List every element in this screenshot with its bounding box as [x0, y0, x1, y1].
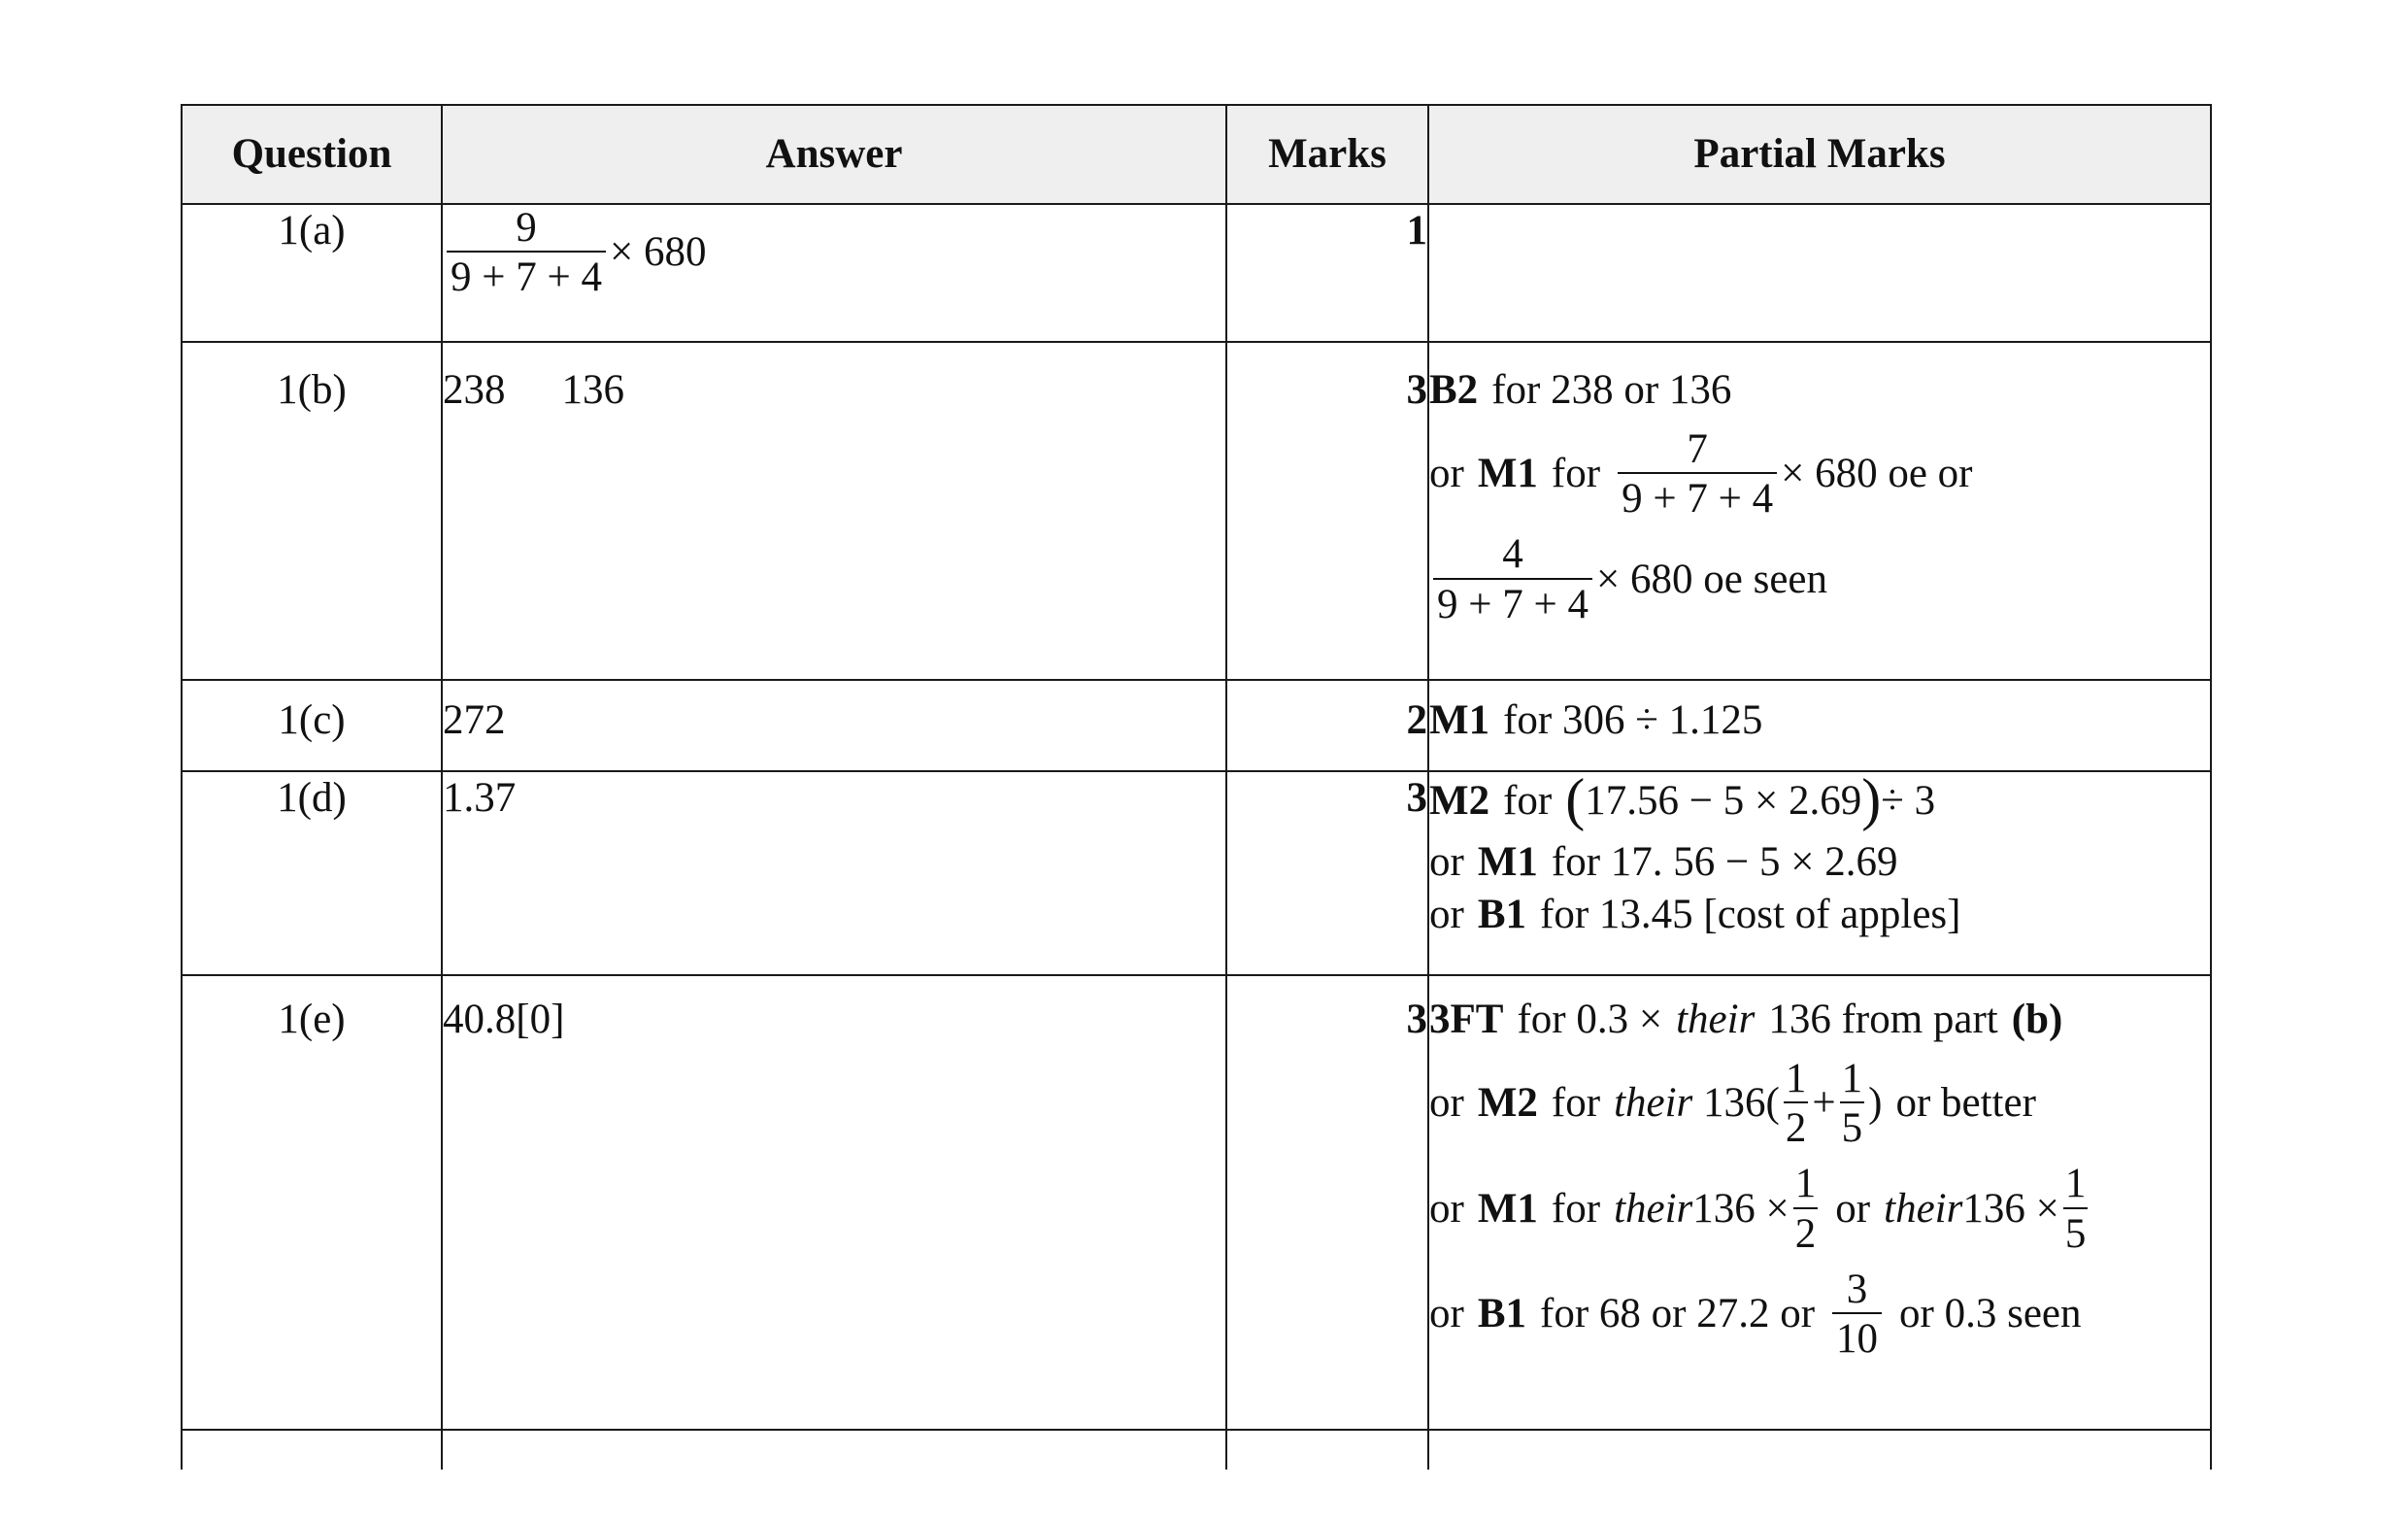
partial-line [1429, 1056, 2210, 1152]
partial-marks-cell [1428, 975, 2211, 1430]
header-answer: Answer [442, 105, 1226, 204]
answer-cell: 272 [442, 680, 1226, 771]
answer-cell [442, 204, 1226, 342]
partial-text: or [1429, 1185, 1464, 1232]
fraction-numerator: 1 [1841, 1055, 1863, 1101]
partial-text: or [1429, 1291, 1464, 1337]
answer-fraction [447, 205, 606, 301]
partial-line [1429, 531, 2210, 627]
partial-line [1429, 1267, 2210, 1363]
answer-cell [442, 342, 1226, 680]
mark-code: M1 [1477, 451, 1538, 497]
continuation-cell [1428, 1430, 2211, 1470]
question-cell: 1(a) [182, 204, 442, 342]
mark-code: 3FT [1429, 997, 1504, 1042]
fraction-denominator: 5 [2063, 1207, 2089, 1257]
partial-text: × 680 oe seen [1596, 556, 1828, 602]
mark-code: M1 [1429, 697, 1490, 743]
partial-text: or [1429, 1080, 1464, 1127]
answer-cell: 1.37 [442, 771, 1226, 975]
mark-code: M2 [1429, 778, 1490, 825]
table-row [182, 680, 2211, 771]
table-row [182, 771, 2211, 975]
partial-fraction [1840, 1056, 1865, 1152]
partial-text: for 68 or 27.2 or [1540, 1291, 1816, 1337]
fraction-denominator: 10 [1832, 1312, 1882, 1362]
table-continuation-row [182, 1430, 2211, 1470]
answer-multiplier: × 680 [610, 229, 707, 276]
partial-text: 136 × [1692, 1185, 1789, 1232]
partial-expression: 17.56 − 5 × 2.69 [1585, 778, 1862, 825]
partial-fraction [1832, 1267, 1882, 1363]
fraction-numerator: 9 [516, 205, 537, 251]
mark-code: B1 [1477, 1291, 1527, 1337]
mark-scheme-table [181, 104, 2212, 1470]
partial-their: their [1614, 1080, 1693, 1127]
partial-text: for 13.45 [cost of apples] [1540, 891, 1961, 937]
partial-text: 136 × [1962, 1185, 2059, 1232]
partial-text: for [1551, 1080, 1601, 1127]
partial-fraction [2063, 1161, 2089, 1257]
fraction-denominator: 2 [1793, 1207, 1819, 1257]
partial-text: for 17. 56 − 5 × 2.69 [1551, 839, 1898, 885]
mark-code: M2 [1477, 1080, 1538, 1127]
partial-line [1429, 767, 2210, 831]
partial-fraction [1618, 426, 1777, 523]
marks-cell: 2 [1226, 680, 1428, 771]
question-cell: 1(c) [182, 680, 442, 771]
answer-value-2: 136 [561, 367, 624, 413]
partial-fraction [1433, 531, 1592, 627]
partial-marks-cell [1428, 767, 2211, 975]
partial-text: for [1551, 451, 1601, 497]
fraction-numerator: 1 [1794, 1161, 1817, 1207]
marks-cell: 3 [1226, 771, 1428, 975]
partial-text: or [1429, 839, 1464, 885]
partial-text: ) [1868, 1080, 1883, 1127]
fraction-numerator: 1 [2064, 1161, 2087, 1207]
partial-text: or 0.3 seen [1899, 1291, 2082, 1337]
partial-text: for 306 ÷ 1.125 [1503, 697, 1763, 743]
partial-line [1429, 889, 2210, 941]
partial-text: + [1812, 1080, 1836, 1127]
partial-text: for 238 or 136 [1491, 367, 1732, 413]
open-paren: ( [1565, 767, 1586, 831]
mark-code: B1 [1477, 891, 1527, 937]
header-partial-marks: Partial Marks [1428, 105, 2211, 204]
partial-text: for 0.3 × [1517, 997, 1663, 1042]
partial-text: ÷ 3 [1881, 778, 1936, 825]
marks-cell: 3 [1226, 342, 1428, 680]
answer-cell: 40.8[0] [442, 975, 1226, 1430]
partial-line [1429, 994, 2210, 1046]
close-paren: ) [1861, 767, 1882, 831]
partial-fraction [1784, 1056, 1809, 1152]
continuation-cell [182, 1430, 442, 1470]
fraction-numerator: 3 [1846, 1266, 1868, 1312]
partial-their: their [1884, 1185, 1963, 1232]
answer-value-1: 238 [443, 367, 506, 413]
header-question: Question [182, 105, 442, 204]
continuation-cell [442, 1430, 1226, 1470]
partial-marks-cell [1428, 204, 2211, 342]
partial-marks-cell [1428, 342, 2211, 680]
partial-line [1429, 836, 2210, 889]
partial-text: or [1429, 891, 1464, 937]
fraction-denominator: 2 [1784, 1101, 1809, 1151]
partial-text: or [1429, 451, 1464, 497]
fraction-denominator: 9 + 7 + 4 [1618, 472, 1777, 522]
fraction-numerator: 4 [1502, 531, 1523, 578]
partial-their: their [1676, 997, 1756, 1042]
partial-their: their [1614, 1185, 1693, 1232]
partial-line [1429, 694, 2210, 747]
fraction-numerator: 7 [1687, 425, 1708, 472]
header-row [182, 105, 2211, 204]
partial-line [1429, 426, 2210, 523]
partial-line [1429, 364, 2210, 417]
table-row [182, 975, 2211, 1430]
mark-code: M1 [1477, 1185, 1538, 1232]
fraction-denominator: 9 + 7 + 4 [1433, 578, 1592, 627]
table-row [182, 342, 2211, 680]
marks-cell: 3 [1226, 975, 1428, 1430]
marks-cell: 1 [1226, 204, 1428, 342]
partial-text: 136 from part [1768, 997, 1998, 1042]
partial-text: for [1551, 1185, 1601, 1232]
mark-code: B2 [1429, 367, 1479, 413]
fraction-denominator: 5 [1840, 1101, 1865, 1151]
partial-line [1429, 1161, 2210, 1257]
partial-text: or better [1895, 1080, 2036, 1127]
partial-part-ref: (b) [2011, 997, 2063, 1042]
partial-text: or [1835, 1185, 1871, 1232]
mark-scheme-table-wrapper [181, 104, 2210, 1464]
question-cell: 1(e) [182, 975, 442, 1430]
fraction-denominator: 9 + 7 + 4 [447, 251, 606, 300]
continuation-cell [1226, 1430, 1428, 1470]
fraction-numerator: 1 [1785, 1055, 1807, 1101]
partial-text: × 680 oe or [1781, 451, 1973, 497]
partial-text: for [1503, 778, 1553, 825]
table-row [182, 204, 2211, 342]
mark-code: M1 [1477, 839, 1538, 885]
partial-text: 136( [1703, 1080, 1780, 1127]
question-cell: 1(b) [182, 342, 442, 680]
question-cell: 1(d) [182, 771, 442, 975]
partial-fraction [1793, 1161, 1819, 1257]
partial-marks-cell [1428, 680, 2211, 771]
header-marks: Marks [1226, 105, 1428, 204]
